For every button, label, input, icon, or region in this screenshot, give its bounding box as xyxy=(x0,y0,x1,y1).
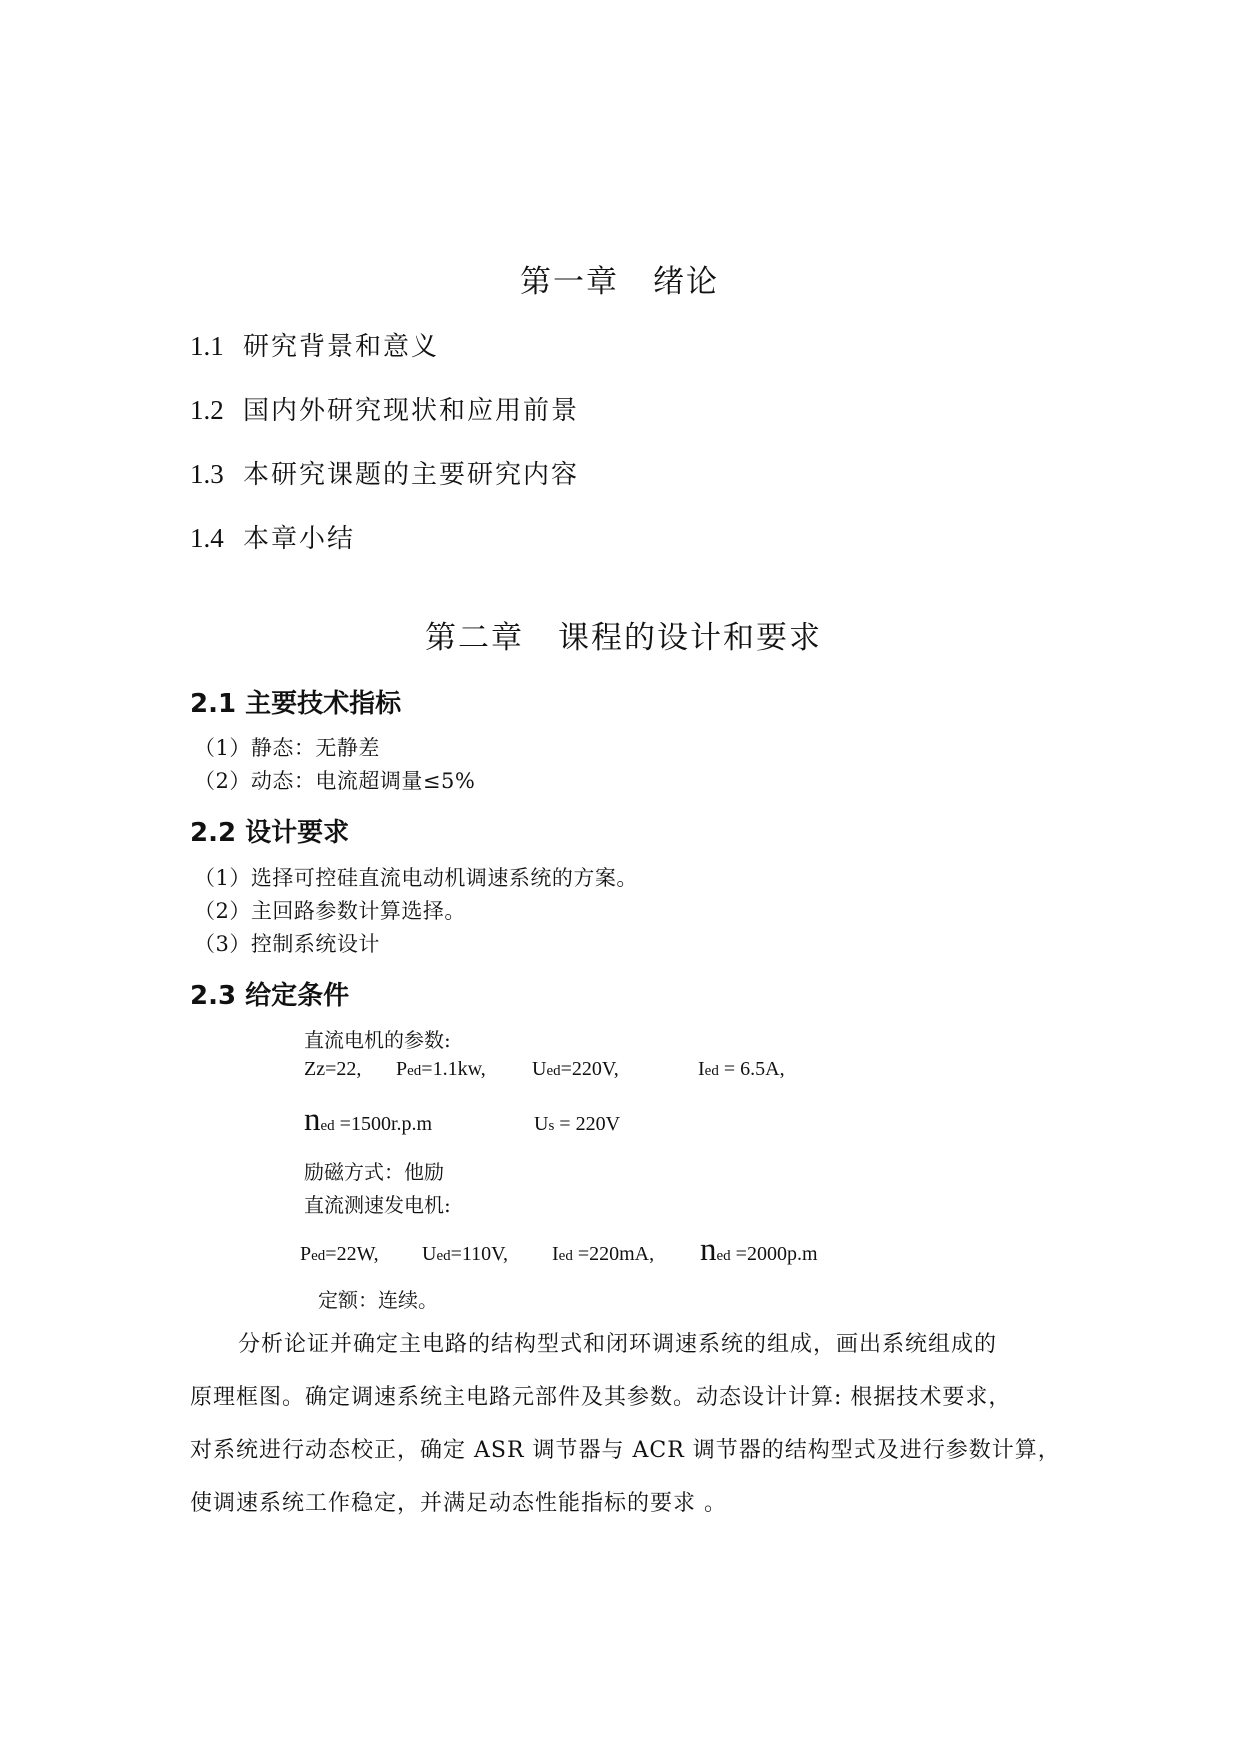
tacho-param-ped: Ped=22W, xyxy=(300,1243,379,1265)
toc-item: 1.1 研究背景和意义 xyxy=(190,331,440,362)
motor-param-ied: Ied = 6.5A, xyxy=(698,1058,785,1080)
motor-param-us: Us = 220V xyxy=(534,1113,621,1135)
body-paragraph-line: 对系统进行动态校正，确定 ASR 调节器与 ACR 调节器的结构型式及进行参数计算， xyxy=(190,1438,1061,1463)
chapter-2-title: 第二章 课程的设计和要求 xyxy=(425,620,822,656)
requirement-item: （2）主回路参数计算选择。 xyxy=(194,899,466,923)
requirement-item: （3）控制系统设计 xyxy=(194,932,380,956)
motor-param-zz: Zz=22, xyxy=(304,1058,362,1080)
rating-note: 定额：连续。 xyxy=(318,1288,438,1312)
body-paragraph-line: 分析论证并确定主电路的结构型式和闭环调速系统的组成，画出系统组成的 xyxy=(238,1332,998,1357)
tacho-param-ued: Ued=110V, xyxy=(422,1243,509,1265)
section-2-2-heading: 2.2 设计要求 xyxy=(190,818,350,848)
tacho-param-ied: Ied =220mA, xyxy=(552,1243,655,1265)
section-2-3-heading: 2.3 给定条件 xyxy=(190,981,350,1011)
body-paragraph-line: 使调速系统工作稳定，并满足动态性能指标的要求 。 xyxy=(190,1491,727,1516)
spec-item: （2）动态：电流超调量≤5% xyxy=(194,769,476,793)
requirement-item: （1）选择可控硅直流电动机调速系统的方案。 xyxy=(194,866,638,890)
toc-item: 1.2 国内外研究现状和应用前景 xyxy=(190,395,580,426)
excitation-mode: 励磁方式：他励 xyxy=(304,1160,444,1184)
tacho-label: 直流测速发电机: xyxy=(304,1193,451,1217)
body-paragraph-line: 原理框图。确定调速系统主电路元部件及其参数。动态设计计算: 根据技术要求， xyxy=(190,1385,1012,1410)
spec-item: （1）静态：无静差 xyxy=(194,736,380,760)
toc-item: 1.4 本章小结 xyxy=(190,523,356,554)
motor-param-ped: Ped=1.1kw, xyxy=(396,1058,486,1080)
tacho-param-ned: ned =2000p.m xyxy=(700,1232,818,1268)
chapter-1-title: 第一章 绪论 xyxy=(520,264,719,300)
motor-param-ned: ned =1500r.p.m xyxy=(304,1102,433,1138)
section-2-1-heading: 2.1 主要技术指标 xyxy=(190,689,402,719)
toc-item: 1.3 本研究课题的主要研究内容 xyxy=(190,459,580,490)
motor-param-ued: Ued=220V, xyxy=(532,1058,619,1080)
motor-params-label: 直流电机的参数: xyxy=(304,1028,451,1052)
